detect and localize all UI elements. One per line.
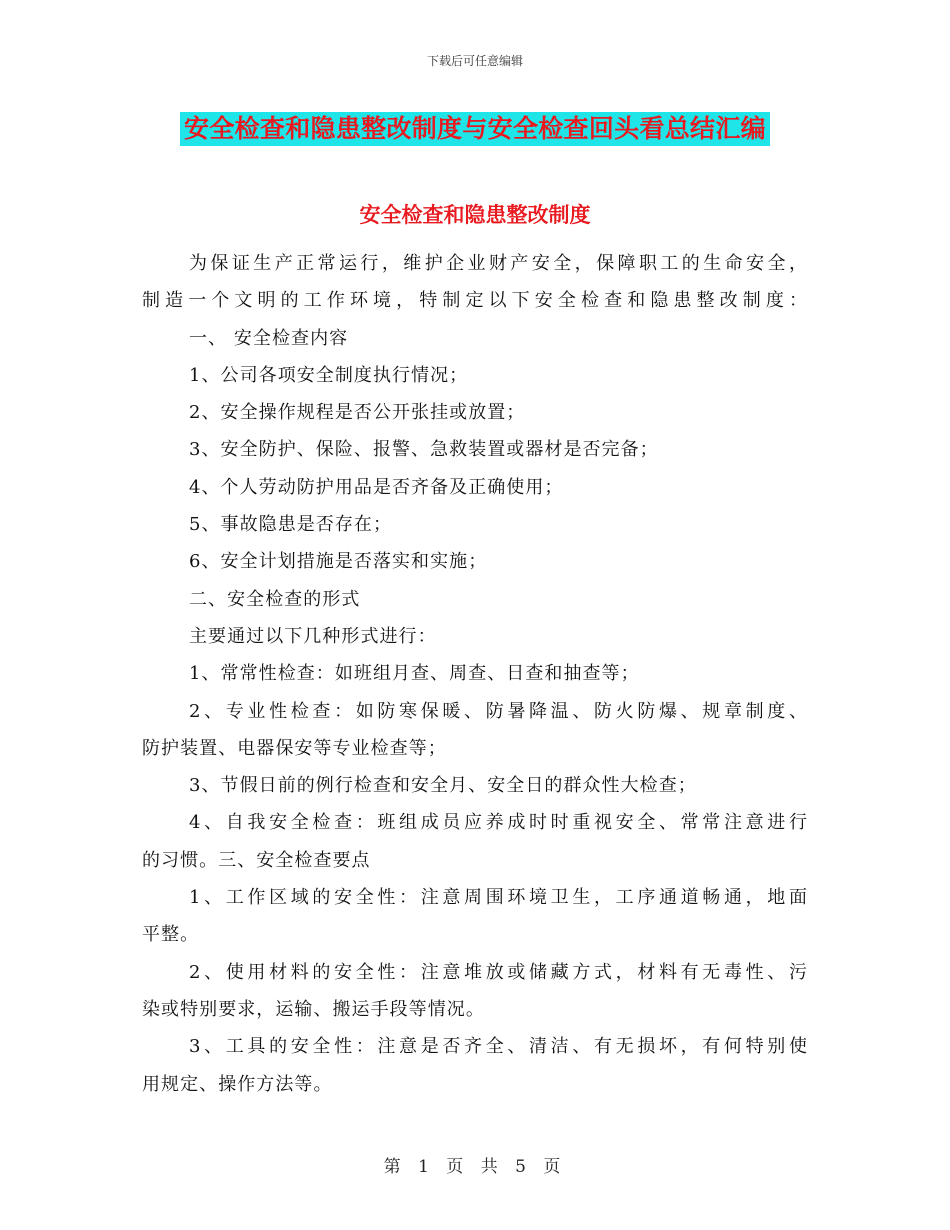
list-item: 1、常常性检查：如班组月查、周查、日查和抽查等； xyxy=(189,663,640,685)
list-item: 1、公司各项安全制度执行情况； xyxy=(189,364,469,386)
main-title-container xyxy=(0,112,950,146)
section-title: 安全检查和隐患整改制度 xyxy=(359,203,591,227)
list-item-continuation: 用规定、操作方法等。 xyxy=(142,1073,333,1095)
list-item-continuation: 防护装置、电器保安等专业检查等； xyxy=(142,737,447,759)
list-item: 3、安全防护、保险、报警、急救装置或器材是否完备； xyxy=(189,439,659,461)
section-heading: 一、 安全检查内容 xyxy=(189,327,349,349)
list-item: 4、自我安全检查：班组成员应养成时时重视安全、常常注意进行 xyxy=(189,812,808,834)
page-number: 第 1 页 共 5 页 xyxy=(383,1157,567,1177)
list-item: 1、工作区域的安全性：注意周围环境卫生，工序通道畅通，地面 xyxy=(189,887,808,909)
paragraph-line: 主要通过以下几种形式进行： xyxy=(189,625,437,647)
list-item: 4、个人劳动防护用品是否齐备及正确使用； xyxy=(189,476,564,498)
main-title: 安全检查和隐患整改制度与安全检查回头看总结汇编 xyxy=(180,112,770,146)
list-item: 2、安全操作规程是否公开张挂或放置； xyxy=(189,402,526,424)
list-item-continuation: 的习惯。三、安全检查要点 xyxy=(142,849,371,871)
section-heading: 二、安全检查的形式 xyxy=(189,588,361,610)
paragraph-line: 制造一个文明的工作环境，特制定以下安全检查和隐患整改制度： xyxy=(142,290,808,312)
document-body xyxy=(142,245,808,1103)
list-item: 2、专业性检查：如防寒保暖、防暑降温、防火防爆、规章制度、 xyxy=(189,700,808,722)
list-item-continuation: 平整。 xyxy=(142,924,200,946)
paragraph-line: 为保证生产正常运行，维护企业财产安全，保障职工的生命安全， xyxy=(189,253,808,274)
list-item: 6、安全计划措施是否落实和实施； xyxy=(189,551,488,573)
list-item: 5、事故隐患是否存在； xyxy=(189,514,393,536)
list-item: 3、节假日前的例行检查和安全月、安全日的群众性大检查； xyxy=(189,775,697,797)
list-item: 3、工具的安全性：注意是否齐全、清洁、有无损坏，有何特别使 xyxy=(189,1036,808,1058)
header-note: 下载后可任意编辑 xyxy=(426,54,523,68)
list-item-continuation: 染或特别要求，运输、搬运手段等情况。 xyxy=(142,998,485,1020)
list-item: 2、使用材料的安全性：注意堆放或储藏方式，材料有无毒性、污 xyxy=(189,961,808,983)
